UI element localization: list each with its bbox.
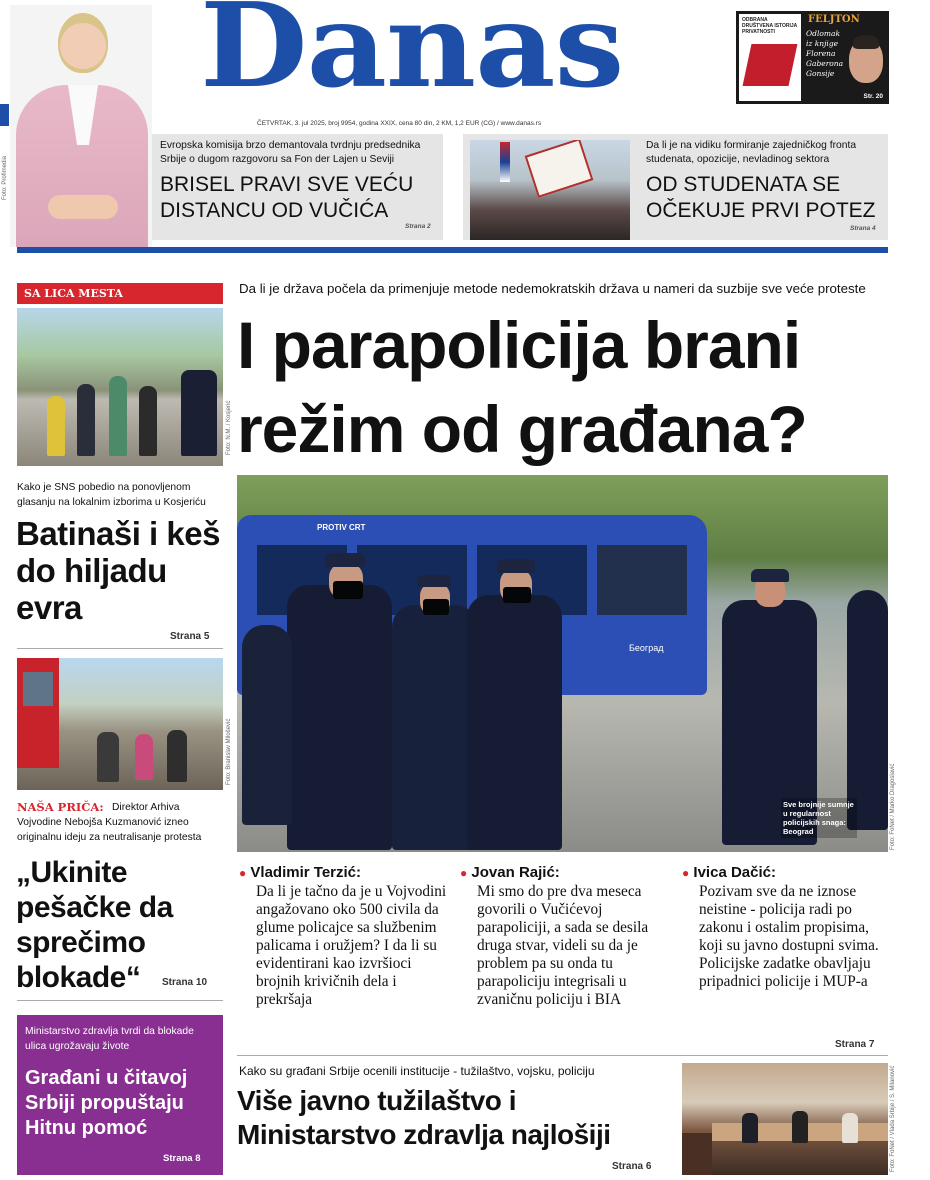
quote-2-name: ● Jovan Rajić: <box>460 864 560 881</box>
story2-label: NAŠA PRIČA: <box>17 800 104 814</box>
teaser-right-kicker: Da li je na vidiku formiranje zajedničkog fronta studenata, opozicije, nevladinog sektora <box>646 140 857 165</box>
main-photo-caption: Sve brojnije sumnje u regularnost policijskih snaga: Beograd <box>781 798 857 838</box>
quote-3-text: Pozivam sve da ne iznose neistine - policija radi po zakonu i ostalim propisima, koji su javno dostupni svima. Policijske zadatke obavljaju pripadnici policije i MUP-a <box>699 883 879 990</box>
quote-1-name: ● Vladimir Terzić: <box>239 864 362 881</box>
story2-headline[interactable]: „Ukinite pešačke da sprečimo blokade“ <box>16 856 173 994</box>
main-kicker: Da li je država počela da primenjuje metode nedemokratskih država u nameri da suzbije sve veće proteste <box>239 281 866 296</box>
teaser-right-page: Strana 4 <box>850 225 876 232</box>
top-left-portrait-photo <box>10 5 152 247</box>
teaser-left-headline[interactable]: BRISEL PRAVI SVE VEĆU DISTANCU OD VUČIĆA <box>160 173 414 222</box>
bottom-photo-meeting <box>682 1063 888 1175</box>
section-label-text: SA LICA MESTA <box>24 287 123 300</box>
story1-kicker: Kako je SNS pobedio na ponovljenom glasanju na lokalnim izborima u Kosjeriću <box>17 482 206 508</box>
edge-marker <box>0 104 9 126</box>
teaser-left-kicker: Evropska komisija brzo demantovala tvrdnju predsednika Srbije o dugom razgovoru sa Fon der Lajen u Seviji <box>160 140 421 165</box>
sidebar-photo-street <box>17 658 223 790</box>
main-headline[interactable]: I parapolicija brani režim od građana? <box>237 308 807 466</box>
story3-kicker: Ministarstvo zdravlja tvrdi da blokade ulica ugrožavaju živote <box>25 1026 194 1052</box>
bottom-page: Strana 6 <box>612 1161 652 1172</box>
feljton-text: Odlomak iz knjige Florena Gaberona Gonsije <box>806 29 844 78</box>
story3-headline[interactable]: Građani u čitavoj Srbiji propuštaju Hitnu pomoć <box>25 1067 188 1139</box>
divider <box>17 648 223 649</box>
quote-2 <box>460 863 675 1009</box>
bus: PROTIV CRT Београд <box>237 515 707 695</box>
story1-headline[interactable]: Batinaši i keš do hiljadu evra <box>16 515 220 626</box>
story3-page: Strana 8 <box>163 1153 201 1164</box>
feljton-promo[interactable] <box>736 11 889 104</box>
quote-3 <box>682 863 892 991</box>
masthead-logo[interactable]: Danas <box>200 0 624 114</box>
sidebar-photo-crowd <box>17 308 223 466</box>
story2-page: Strana 10 <box>162 977 208 988</box>
bottom-headline[interactable]: Više javno tužilaštvo i Ministarstvo zdravlja najlošiji <box>237 1085 611 1150</box>
main-photo-credit: Foto: FoNet / Marko Dragoslavić <box>890 763 896 850</box>
quote-3-name: ● Ivica Dačić: <box>682 864 776 881</box>
teaser-left-page: Strana 2 <box>405 223 431 230</box>
feljton-author-photo <box>849 39 883 83</box>
story1-page: Strana 5 <box>170 631 210 642</box>
teaser-right-headline[interactable]: OD STUDENATA SE OČEKUJE PRVI POTEZ <box>646 173 876 222</box>
feljton-book-cover: ODBRANA DRUŠTVENA ISTORIJA PRIVATNOSTI <box>739 14 801 101</box>
quote-1-text: Da li je tačno da je u Vojvodini angažovano oko 500 civila da glume policajce sa službenim palicama i oružjem? I da li su evidentirani kao izvršioci brojnih krivičnih dela i prekršaja <box>256 883 447 1008</box>
bottom-kicker: Kako su građani Srbije ocenili institucije - tužilaštvo, vojsku, policiju <box>239 1064 595 1078</box>
divider <box>17 1000 223 1001</box>
quotes-page: Strana 7 <box>835 1039 875 1050</box>
bottom-photo-credit: Foto: FoNet / Vlada Srbije / S. Milanović <box>890 1065 896 1172</box>
story2-kicker: Direktor Arhiva Vojvodine Nebojša Kuzmanović izneo originalnu ideju za neutralisanje protesta <box>17 802 202 843</box>
teaser-right-protest-photo <box>470 140 630 240</box>
main-photo-police <box>237 475 888 852</box>
sidebar-photo2-credit: Foto: Branislav Milošević <box>226 718 232 785</box>
sidebar-photo1-credit: Foto: N.M. / Kosjerić <box>226 400 232 455</box>
divider <box>237 1055 888 1056</box>
side-credit: Foto: Profimedia <box>2 155 8 200</box>
feljton-page: Str. 20 <box>863 93 883 100</box>
quote-1 <box>239 863 454 1009</box>
quote-2-text: Mi smo do pre dva meseca govorili o Vučićevoj parapoliciji, a sada se desila druga stvar, videli su da je problem pa su onda tu parapoliciju integrisali u zvaničnu policiju i BIA <box>477 883 649 1008</box>
feljton-label: FELJTON <box>808 14 860 25</box>
masthead-rule <box>17 247 888 253</box>
dateline: ČETVRTAK, 3. jul 2025, broj 9954, godina XXIX, cena 80 din, 2 KM, 1,2 EUR (CG) / www.danas.rs <box>257 120 542 127</box>
